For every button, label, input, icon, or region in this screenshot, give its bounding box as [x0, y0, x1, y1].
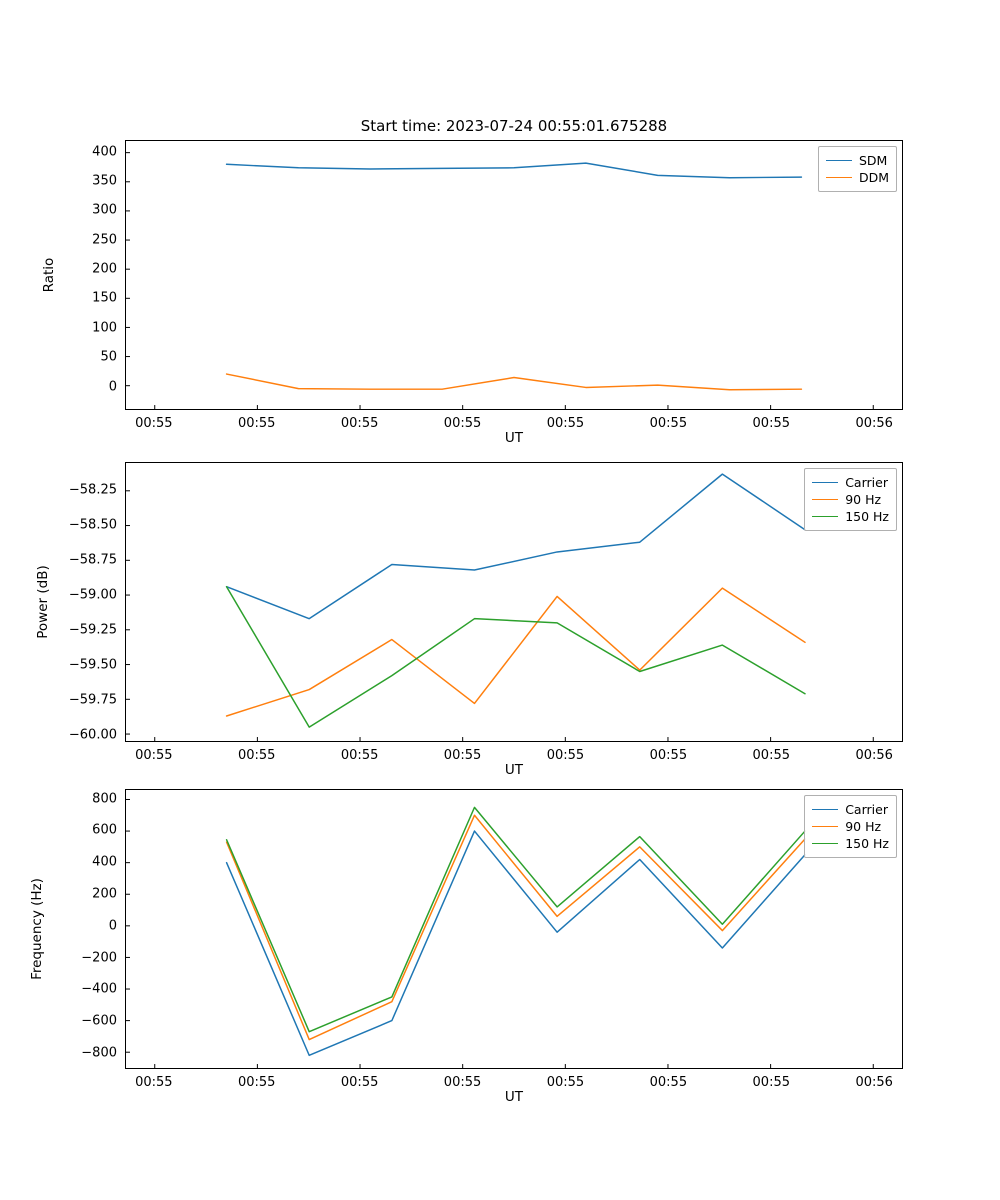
power-y-axis-label: Power (dB) [35, 565, 51, 639]
frequency-x-axis-label: UT [504, 1089, 524, 1105]
x-tick-label: 00:55 [752, 1075, 790, 1090]
y-tick-label: 400 [92, 144, 117, 160]
x-tick-label: 00:55 [237, 1075, 276, 1090]
legend-label: Carrier [845, 475, 888, 490]
y-tick-label: 250 [92, 232, 117, 248]
legend-color-swatch [812, 482, 838, 483]
ratio-plot-area [125, 140, 903, 410]
x-tick-label: 00:55 [135, 748, 173, 763]
y-tick-label: −600 [81, 1013, 117, 1029]
x-tick-label: 00:55 [340, 416, 379, 431]
y-tick-label: 0 [108, 379, 117, 395]
legend-label: 150 Hz [845, 836, 889, 851]
power-panel [35, 462, 903, 778]
legend-label: 90 Hz [845, 492, 882, 507]
ratio-legend[interactable] [818, 146, 897, 192]
ratio-x-axis-label: UT [504, 430, 524, 446]
y-tick-label: −59.75 [68, 692, 117, 708]
power-legend[interactable] [804, 468, 897, 531]
legend-item[interactable] [812, 474, 889, 491]
power-x-axis-label: UT [504, 762, 524, 778]
x-tick-label: 00:55 [649, 748, 688, 763]
ratio-panel [41, 117, 903, 446]
y-tick-label: −59.50 [68, 657, 117, 673]
y-tick-label: −59.25 [68, 622, 117, 638]
y-tick-label: 800 [92, 791, 117, 807]
ratio-plot-lines [126, 141, 902, 409]
legend-color-swatch [826, 160, 852, 161]
x-tick-label: 00:55 [340, 1075, 379, 1090]
x-tick-label: 00:55 [649, 1075, 688, 1090]
frequency-legend[interactable] [804, 795, 897, 858]
x-tick-label: 00:56 [855, 1075, 893, 1090]
y-tick-label: −58.75 [68, 552, 117, 568]
x-tick-label: 00:55 [649, 416, 688, 431]
frequency-plot-lines [126, 790, 902, 1068]
x-tick-label: 00:55 [443, 748, 482, 763]
legend-item[interactable] [826, 152, 889, 169]
x-tick-label: 00:55 [546, 748, 585, 763]
x-tick-label: 00:55 [237, 748, 276, 763]
legend-label: 150 Hz [845, 509, 889, 524]
y-tick-label: −58.25 [68, 482, 117, 498]
x-tick-label: 00:55 [135, 1075, 173, 1090]
power-plot-lines [126, 463, 902, 741]
legend-item[interactable] [812, 818, 889, 835]
legend-color-swatch [812, 843, 838, 844]
x-tick-label: 00:55 [443, 1075, 482, 1090]
legend-color-swatch [812, 809, 838, 810]
y-tick-label: −58.50 [68, 517, 117, 533]
frequency-plot-area [125, 789, 903, 1069]
x-tick-label: 00:55 [546, 416, 585, 431]
y-tick-label: 350 [92, 173, 117, 189]
legend-color-swatch [812, 516, 838, 517]
legend-color-swatch [812, 499, 838, 500]
y-tick-label: 200 [92, 886, 117, 902]
x-tick-label: 00:55 [752, 748, 790, 763]
legend-item[interactable] [812, 835, 889, 852]
ratio-y-axis-label: Ratio [41, 257, 57, 293]
y-tick-label: 400 [92, 854, 117, 870]
y-tick-label: −200 [81, 950, 117, 966]
y-tick-label: −800 [81, 1045, 117, 1061]
y-tick-label: 300 [92, 202, 117, 218]
frequency-panel [29, 789, 903, 1105]
x-tick-label: 00:55 [546, 1075, 585, 1090]
y-tick-label: −60.00 [68, 727, 117, 743]
y-tick-label: 100 [92, 320, 117, 336]
x-tick-label: 00:55 [135, 416, 173, 431]
legend-label: 90 Hz [845, 819, 882, 834]
legend-color-swatch [812, 826, 838, 827]
x-tick-label: 00:56 [855, 416, 893, 431]
y-tick-label: −400 [81, 981, 117, 997]
legend-item[interactable] [812, 801, 889, 818]
frequency-y-axis-label: Frequency (Hz) [29, 878, 45, 980]
legend-item[interactable] [812, 491, 889, 508]
x-tick-label: 00:55 [752, 416, 790, 431]
y-tick-label: 50 [100, 349, 117, 365]
y-tick-label: 600 [92, 822, 117, 838]
y-tick-label: 150 [92, 290, 117, 306]
y-tick-label: 200 [92, 261, 117, 277]
x-tick-label: 00:55 [443, 416, 482, 431]
power-plot-area [125, 462, 903, 742]
x-tick-label: 00:55 [340, 748, 379, 763]
legend-label: SDM [858, 153, 888, 168]
legend-item[interactable] [826, 169, 889, 186]
legend-item[interactable] [812, 508, 889, 525]
x-tick-label: 00:55 [237, 416, 276, 431]
legend-color-swatch [826, 177, 852, 178]
figure-title: Start time: 2023-07-24 00:55:01.675288 [360, 117, 668, 135]
legend-label: DDM [858, 170, 889, 185]
y-tick-label: −59.00 [68, 587, 117, 603]
x-tick-label: 00:56 [855, 748, 893, 763]
y-tick-label: 0 [108, 918, 117, 934]
legend-label: Carrier [845, 802, 888, 817]
